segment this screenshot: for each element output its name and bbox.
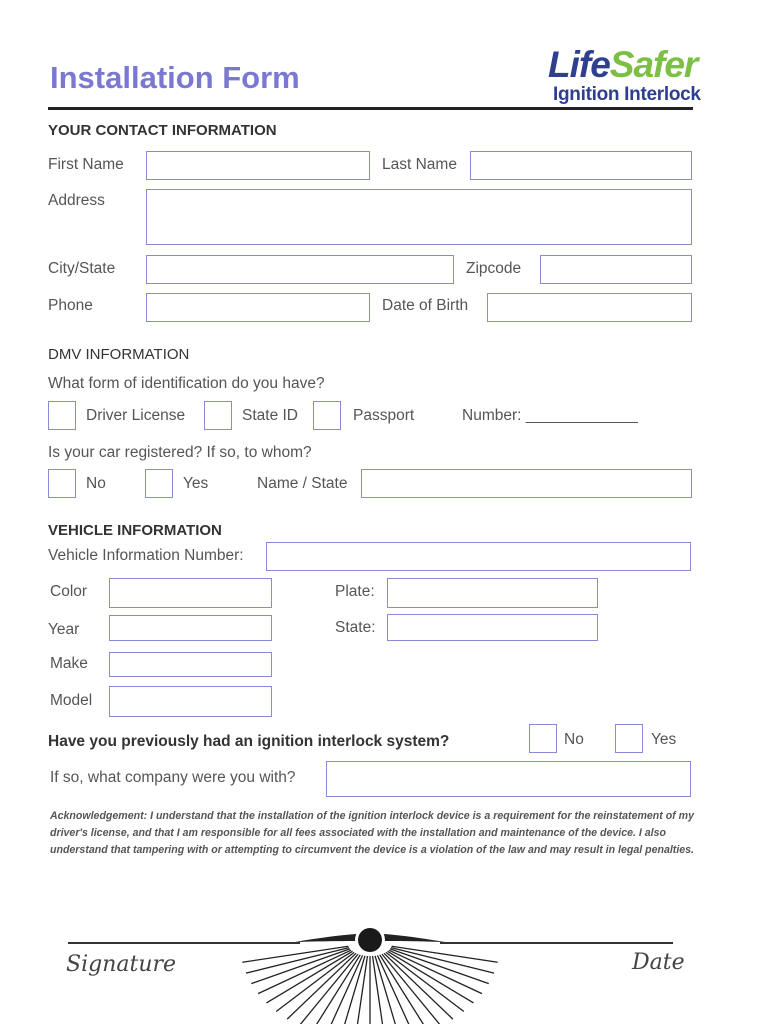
address-field[interactable] [146, 189, 692, 245]
city-state-field[interactable] [146, 255, 454, 284]
page-title: Installation Form [50, 60, 300, 95]
color-label: Color [50, 583, 88, 600]
company-logo [548, 46, 697, 83]
vin-label: Vehicle Information Number: [48, 547, 244, 564]
interlock-no-checkbox[interactable] [529, 724, 557, 753]
interlock-yes-label: Yes [651, 731, 677, 748]
state-field[interactable] [387, 614, 598, 641]
dob-field[interactable] [487, 293, 692, 322]
last-name-label: Last Name [382, 156, 457, 173]
id-question: What form of identification do you have? [48, 375, 325, 392]
interlock-no-label: No [564, 731, 584, 748]
driver-license-label: Driver License [86, 407, 186, 424]
sun-ornament-icon [240, 918, 500, 1024]
dmv-section-heading: DMV INFORMATION [48, 346, 190, 363]
passport-label: Passport [353, 407, 415, 424]
registered-yes-label: Yes [183, 475, 209, 492]
make-label: Make [50, 655, 88, 672]
passport-checkbox[interactable] [313, 401, 341, 430]
acknowledgement-text: Acknowledgement: I understand that the installation of the ignition interlock device is a requirement for the reinstatement of my driver's license, and that I am responsible for all fees associated with the installation and maintenance of the device. I also understand that tampering with or attempting to circumvent the device is a violation of the law and may result in legal penalties. [50, 810, 694, 856]
interlock-yes-checkbox[interactable] [615, 724, 643, 753]
last-name-field[interactable] [470, 151, 692, 180]
year-field[interactable] [109, 615, 272, 641]
vin-field[interactable] [266, 542, 691, 571]
logo-safer-text: Safer [609, 44, 698, 85]
plate-label: Plate: [335, 583, 375, 600]
signature-label: Signature [66, 952, 177, 977]
model-field[interactable] [109, 686, 272, 717]
name-state-label: Name / State [257, 475, 348, 492]
color-field[interactable] [109, 578, 272, 608]
state-id-checkbox[interactable] [204, 401, 232, 430]
registered-question: Is your car registered? If so, to whom? [48, 444, 312, 461]
name-state-field[interactable] [361, 469, 692, 498]
id-number-field[interactable]: Number: _____________ [462, 407, 638, 424]
zipcode-field[interactable] [540, 255, 692, 284]
state-id-label: State ID [242, 407, 298, 424]
phone-field[interactable] [146, 293, 370, 322]
logo-subtitle: Ignition Interlock [553, 84, 701, 105]
header-divider [48, 107, 693, 110]
driver-license-checkbox[interactable] [48, 401, 76, 430]
make-field[interactable] [109, 652, 272, 677]
city-state-label: City/State [48, 260, 116, 277]
registered-yes-checkbox[interactable] [145, 469, 173, 498]
registered-no-label: No [86, 475, 106, 492]
registered-no-checkbox[interactable] [48, 469, 76, 498]
logo-life-text: Life [548, 44, 610, 85]
company-field[interactable] [326, 761, 691, 797]
zipcode-label: Zipcode [466, 260, 522, 277]
model-label: Model [50, 692, 93, 709]
date-label: Date [632, 950, 685, 975]
plate-field[interactable] [387, 578, 598, 608]
interlock-question: Have you previously had an ignition interlock system? [48, 733, 450, 750]
year-label: Year [48, 621, 80, 638]
state-label: State: [335, 619, 376, 636]
contact-section-heading: YOUR CONTACT INFORMATION [48, 122, 277, 139]
dob-label: Date of Birth [382, 297, 469, 314]
phone-label: Phone [48, 297, 93, 314]
vehicle-section-heading: VEHICLE INFORMATION [48, 522, 222, 539]
address-label: Address [48, 192, 105, 209]
first-name-field[interactable] [146, 151, 370, 180]
first-name-label: First Name [48, 156, 124, 173]
company-question: If so, what company were you with? [50, 769, 296, 786]
